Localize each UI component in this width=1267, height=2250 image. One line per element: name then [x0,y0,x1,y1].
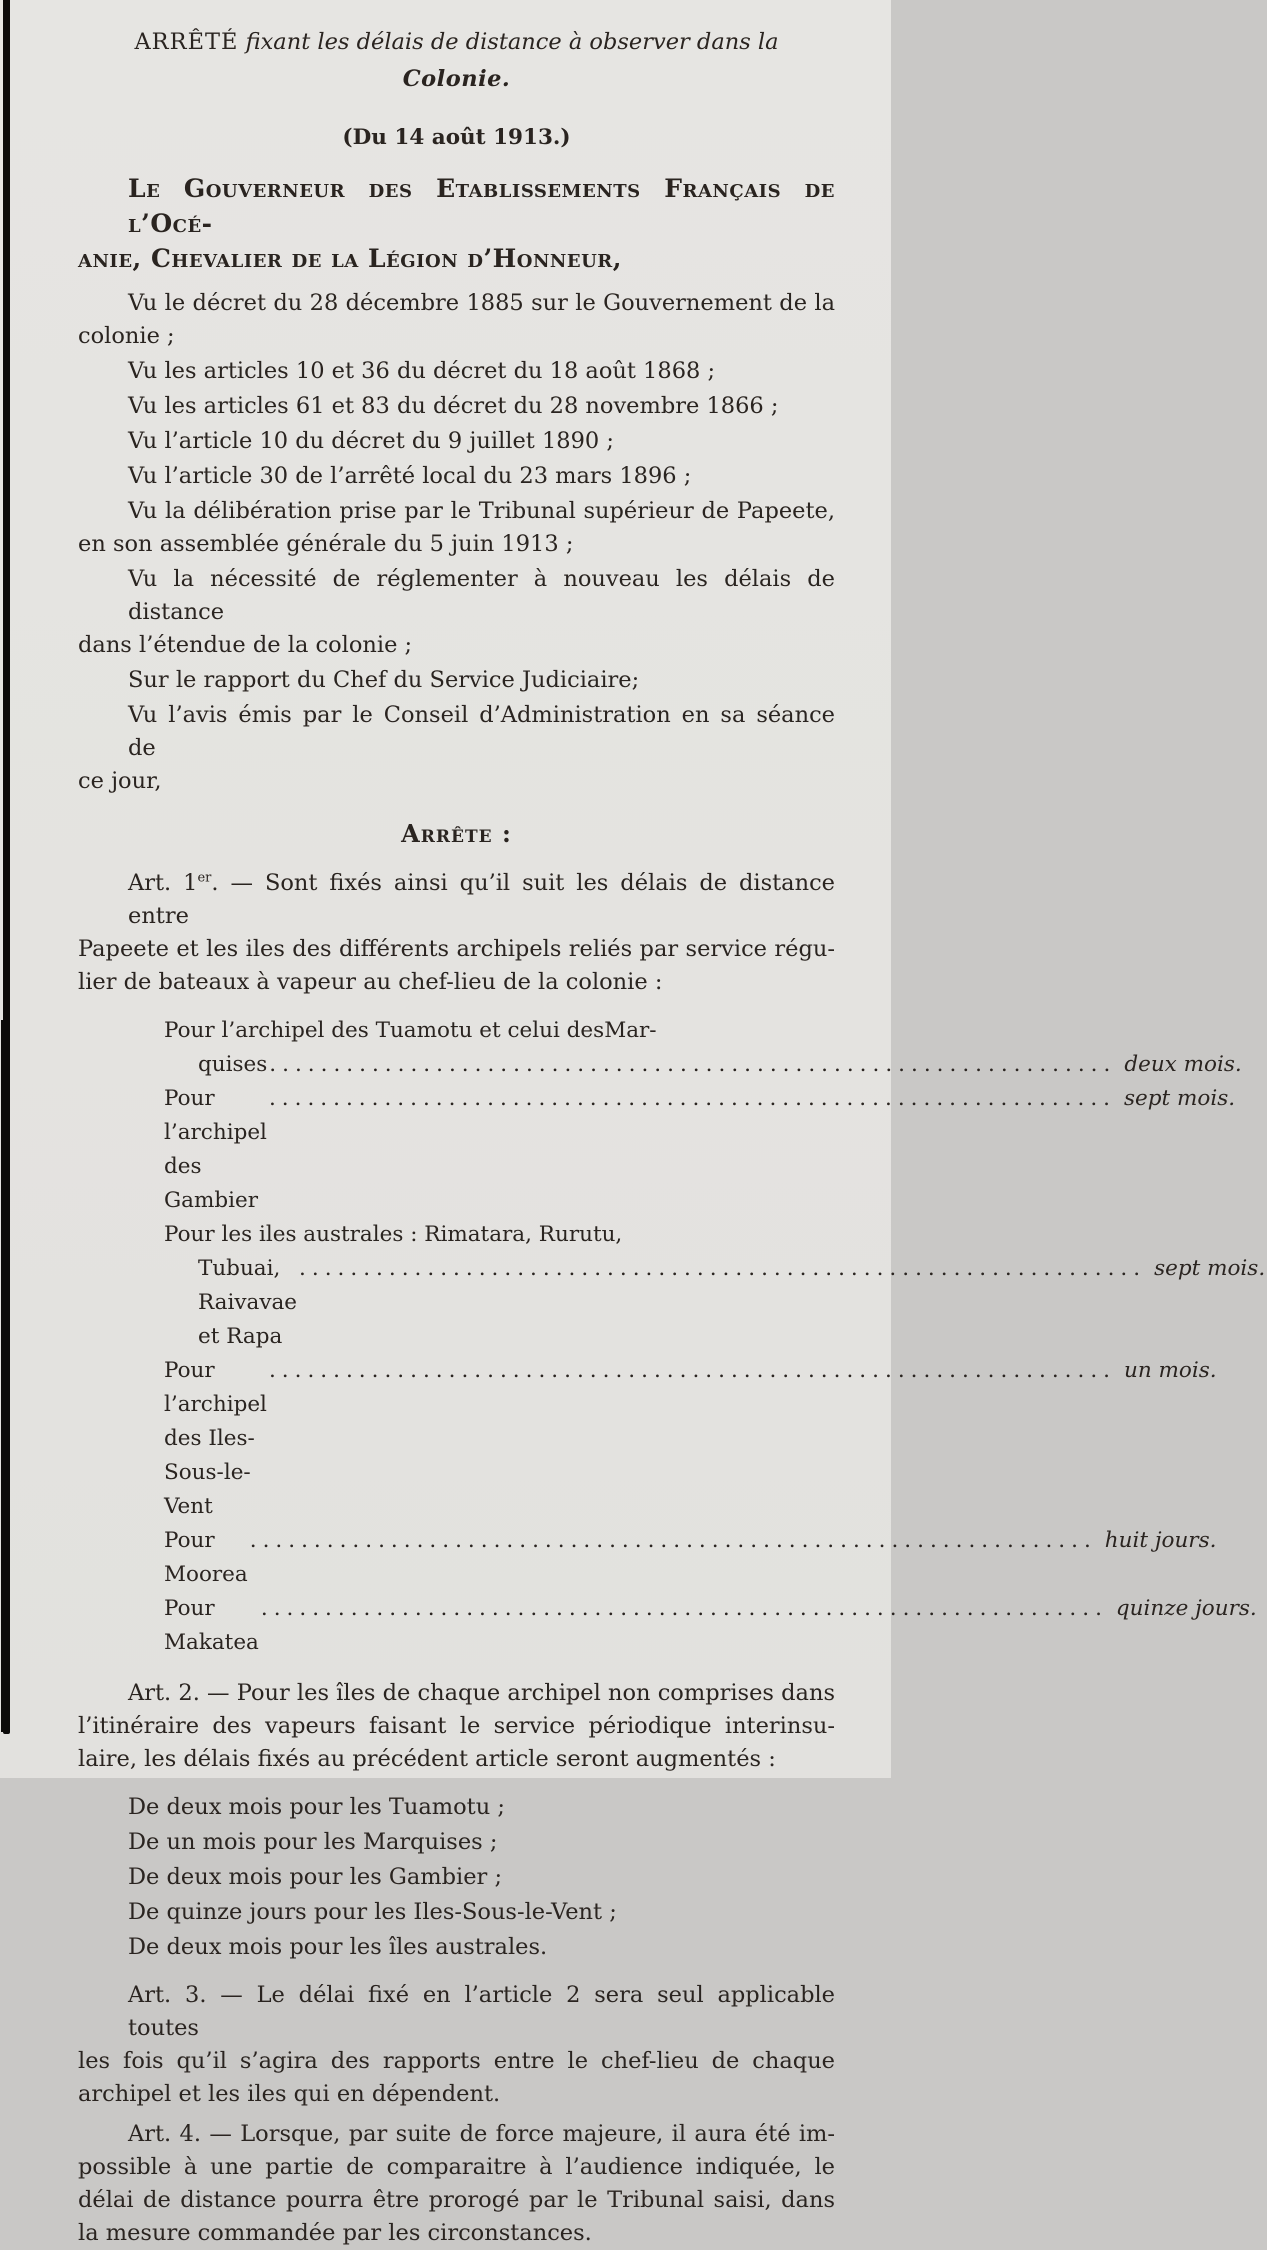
date-line: (Du 14 août 1913.) [342,125,571,150]
dot-leader [250,1524,1097,1558]
augmentation-item: De quinze jours pour les Iles-Sous-le-Vent ; [128,1899,617,1925]
article-1-ordinal: er [197,870,212,886]
recital-paragraph [78,699,835,798]
article-line: la mesure commandée par les circonstances. [78,2220,592,2246]
augmentation-item: De deux mois pour les Gambier ; [128,1864,503,1890]
article-line [78,867,835,933]
recital-line: Vu la nécessité de réglementer à nouveau les délais de distance [128,566,835,625]
article-line: possible à une partie de comparaitre à l’audience indiquée, le [78,2154,835,2180]
recital-line: ce jour, [78,768,162,794]
delay-value: sept mois. [1124,1086,1236,1111]
table-row [164,1082,1236,1218]
article-line: Art. 4. — Lorsque, par suite de force majeure, il aura été im- [128,2121,835,2147]
dot-leader [269,1048,1116,1082]
article-4 [78,2118,835,2250]
row-leader-line [164,1524,1217,1592]
dot-leader [269,1082,1116,1116]
recital-line: en son assemblée générale du 5 juin 1913 ; [78,531,574,557]
recital-paragraph [78,355,835,388]
document-content [78,0,1266,2250]
recital-paragraph [78,287,835,353]
scan-binding-edge [3,0,10,1734]
augmentation-list [78,1790,835,1964]
salutation-line-2: anie, Chevalier de la Légion d’Honneur, [78,244,622,273]
dot-leader [261,1592,1108,1626]
article-line: l’itinéraire des vapeurs faisant le service périodique interinsu- [78,1713,835,1739]
row-leader-line [164,1048,1242,1082]
augmentation-item: De un mois pour les Marquises ; [128,1829,498,1855]
recital-paragraph [78,460,835,493]
recital-paragraph [78,664,835,697]
row-text: Pour l’archipel des Iles-Sous-le-Vent [164,1358,267,1519]
article-1-label: Art. 1 [128,870,198,896]
row-text-line: Pour les iles australes : Rimatara, Rurutu, [164,1222,623,1247]
dot-leader [299,1252,1146,1286]
row-leader-line [164,1592,1257,1660]
recital-line: Vu les articles 10 et 36 du décret du 18 août 1868 ; [128,358,716,384]
article-line: Art. 2. — Pour les îles de chaque archipel non comprises dans [128,1680,835,1706]
row-text-line: Pour l’archipel des Tuamotu et celui desMar- [164,1018,657,1043]
delay-value: quinze jours. [1115,1596,1257,1621]
article-1-text: . — Sont fixés ainsi qu’il suit les délais de distance entre [128,870,835,929]
recital-line: Sur le rapport du Chef du Service Judiciaire; [128,667,640,693]
table-row [164,1592,1257,1660]
table-row [164,1014,1242,1082]
dot-leader [269,1354,1116,1388]
delays-table [164,1014,1266,1660]
article-line: Art. 3. — Le délai fixé en l’article 2 sera seul applicable toutes [128,1982,835,2041]
title-line-1 [78,24,835,61]
row-text: Pour Makatea [164,1596,259,1655]
article-line: délai de distance pourra être prorogé par le Tribunal saisi, dans [78,2187,835,2213]
delay-value: un mois. [1124,1358,1217,1383]
table-row [164,1524,1217,1592]
title-line-2: Colonie. [402,66,511,92]
recitals [78,287,835,798]
article-line: Papeete et les iles des différents archipels reliés par service régu- [78,936,835,962]
article-line: lier de bateaux à vapeur au chef-lieu de la colonie : [78,969,663,995]
row-leader-line [164,1354,1217,1524]
recital-line: dans l’étendue de la colonie ; [78,632,413,658]
recital-line: Vu l’article 10 du décret du 9 juillet 1890 ; [128,428,614,454]
augmentation-item: De deux mois pour les îles australes. [128,1934,548,1960]
recital-line: Vu les articles 61 et 83 du décret du 28 novembre 1866 ; [128,393,779,419]
salutation-line-1: Le Gouverneur des Etablissements Français de l’Océ- [128,174,835,238]
recital-paragraph [78,495,835,561]
row-text: Tubuai, Raivavae et Rapa [198,1256,298,1349]
augmentation-item: De deux mois pour les Tuamotu ; [128,1794,505,1820]
recital-paragraph [78,425,835,458]
row-text: Pour Moorea [164,1528,248,1587]
title-caps: ARRÊTÉ [134,29,239,55]
recital-line: colonie ; [78,323,175,349]
article-line: les fois qu’il s’agira des rapports entre le chef-lieu de chaque [78,2048,835,2074]
delay-value: sept mois. [1154,1256,1266,1281]
recital-paragraph [78,390,835,423]
article-line: laire, les délais fixés au précédent article seront augmentés : [78,1746,776,1772]
article-2 [78,1677,835,1776]
preamble-salutation [78,171,835,276]
recital-line: Vu l’avis émis par le Conseil d’Administration en sa séance de [128,702,835,761]
row-text: Pour l’archipel des Gambier [164,1086,267,1213]
delay-value: deux mois. [1124,1052,1242,1077]
article-line: archipel et les iles qui en dépendent. [78,2081,501,2107]
row-text: quises [198,1052,268,1077]
recital-line: Vu le décret du 28 décembre 1885 sur le Gouvernement de la [128,290,835,316]
decree-heading: Arrête : [401,819,512,848]
article-1 [78,867,835,999]
table-row [164,1354,1217,1524]
recital-line: Vu la délibération prise par le Tribunal supérieur de Papeete, [128,498,835,524]
recital-paragraph [78,563,835,662]
recital-line: Vu l’article 30 de l’arrêté local du 23 mars 1896 ; [128,463,692,489]
table-row [164,1218,1266,1354]
document-title [78,24,835,98]
title-italic: fixant les délais de distance à observer dans la [238,29,779,55]
row-leader-line [164,1252,1266,1354]
article-3 [78,1979,835,2111]
row-leader-line [164,1082,1236,1218]
delay-value: huit jours. [1104,1528,1217,1553]
